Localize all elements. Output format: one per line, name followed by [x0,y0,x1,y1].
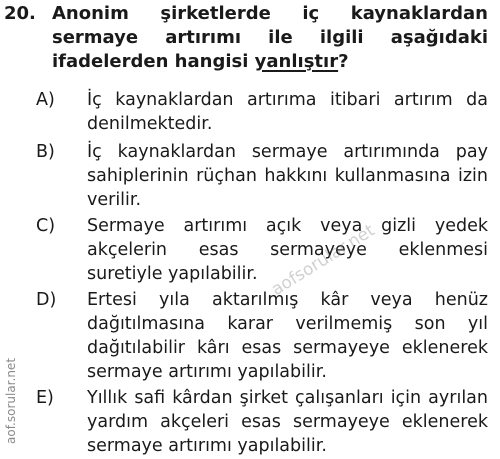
question-text [52,2,488,74]
option-c[interactable] [36,214,488,286]
question-emphasis: yanlıştır [254,51,339,72]
option-a-text: İç kaynaklardan artırıma itibari artırım da denilmektedir. [87,90,488,134]
option-e-text: Yıllık safi kârdan şirket çalışanları için ayrılan yardım akçeleri esas sermayeye eklenerek sermaye artırımı yapılabilir. [87,388,488,456]
option-a-letter: A) [36,90,55,110]
watermark-diagonal: aofsorular.net [268,220,379,300]
option-b[interactable] [36,140,488,212]
option-d-text: Ertesi yıla aktarılmış kâr veya henüz dağıtılmasına karar verilmemiş son yıl dağıtılabilir kârı esas sermayeye eklenerek sermaye artırımı yapılabilir. [87,290,488,382]
option-b-text: İç kaynaklardan sermaye artırımında pay sahiplerinin rüçhan hakkını kullanmasına izin verilir. [87,142,488,210]
watermark-side: aof.sorular.net [4,357,18,444]
question-end: ? [338,51,349,72]
option-d-letter: D) [36,290,57,310]
option-c-text: Sermaye artırımı açık veya gizli yedek akçelerin esas sermayeye eklenmesi suretiyle yapılabilir. [87,216,488,284]
question-number: 20. [4,3,36,24]
option-c-letter: C) [36,216,56,236]
question-stem: Anonim şirketlerde iç kaynaklardan sermaye artırımı ile ilgili aşağıdaki ifadelerden hangisi [52,3,488,72]
option-d[interactable] [36,288,488,384]
option-b-letter: B) [36,142,55,162]
option-e[interactable] [36,386,488,458]
option-a[interactable] [36,88,488,136]
option-e-letter: E) [36,388,54,408]
